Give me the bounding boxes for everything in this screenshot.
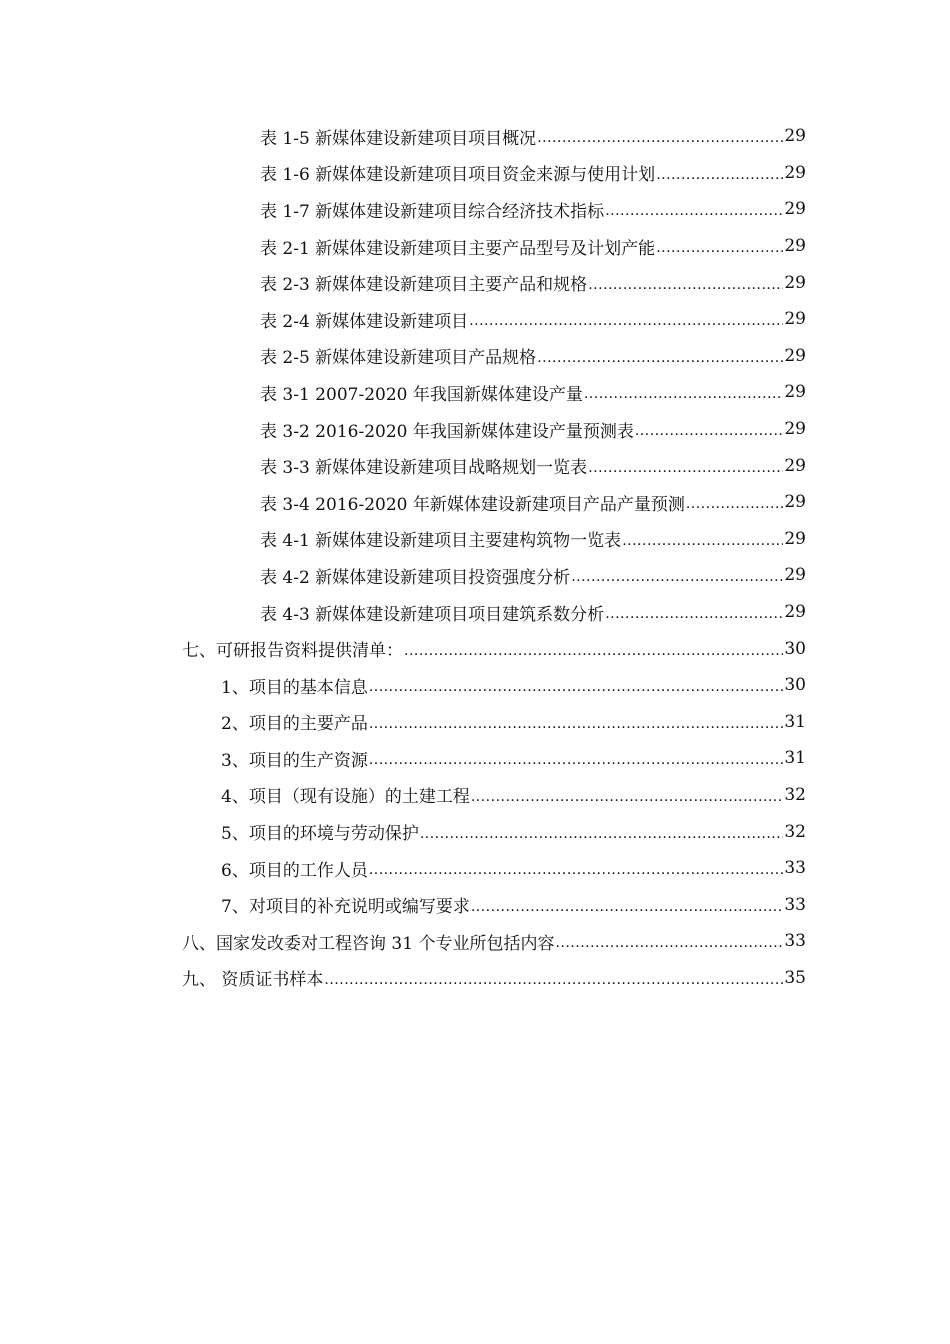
toc-entry-page: 30 [784,675,806,696]
toc-entry-label: 表 2-1 新媒体建设新建项目主要产品型号及计划产能 [260,238,656,259]
toc-leader-dots [471,897,784,917]
toc-entry[interactable] [0,338,950,375]
toc-leader-dots [635,421,784,441]
toc-entry[interactable] [0,850,950,887]
toc-entry-label: 6、项目的工作人员 [221,860,368,881]
toc-entry[interactable] [0,301,950,338]
toc-entry-page: 29 [784,199,806,220]
toc-entry[interactable] [0,155,950,192]
toc-entry-label: 表 4-2 新媒体建设新建项目投资强度分析 [260,567,571,588]
toc-leader-dots [537,128,783,148]
toc-leader-dots [369,714,784,734]
toc-leader-dots [469,311,783,331]
toc-leader-dots [369,750,784,770]
toc-entry[interactable] [0,594,950,631]
toc-entry-label: 表 1-5 新媒体建设新建项目项目概况 [260,128,537,149]
toc-entry-label: 4、项目（现有设施）的土建工程 [221,787,470,808]
toc-entry-label: 表 3-3 新媒体建设新建项目战略规划一览表 [260,458,588,479]
toc-leader-dots [588,275,783,295]
toc-entry[interactable] [0,447,950,484]
toc-leader-dots [404,641,783,661]
toc-entry-label: 表 4-1 新媒体建设新建项目主要建构筑物一览表 [260,531,622,552]
toc-entry-page: 33 [784,931,806,952]
toc-entry[interactable] [0,557,950,594]
toc-entry-page: 29 [784,126,806,147]
toc-entry[interactable] [0,411,950,448]
toc-entry-page: 29 [784,272,806,293]
toc-entry[interactable] [0,374,950,411]
toc-entry-page: 29 [784,492,806,513]
toc-entry[interactable] [0,484,950,521]
toc-entry-label: 九、 资质证书样本 [182,970,324,991]
toc-entry[interactable] [0,667,950,704]
toc-entry-label: 2、项目的主要产品 [221,714,368,735]
toc-entry-label: 表 3-2 2016-2020 年我国新媒体建设产量预测表 [260,421,634,442]
toc-entry[interactable] [0,740,950,777]
toc-leader-dots [686,494,784,514]
toc-entry[interactable] [0,191,950,228]
toc-entry-label: 表 3-4 2016-2020 年新媒体建设新建项目产品产量预测 [260,494,685,515]
toc-entry[interactable] [0,813,950,850]
toc-entry[interactable] [0,228,950,265]
toc-leader-dots [555,933,783,953]
toc-entry[interactable] [0,264,950,301]
toc-entry-label: 七、可研报告资料提供清单： [182,641,403,662]
toc-leader-dots [605,604,783,624]
toc-leader-dots [622,531,783,551]
toc-entry-page: 33 [784,894,806,915]
toc-entry-page: 31 [784,748,806,769]
toc-entry-label: 表 4-3 新媒体建设新建项目项目建筑系数分析 [260,604,605,625]
toc-entry-label: 1、项目的基本信息 [221,677,368,698]
toc-entry-label: 表 1-6 新媒体建设新建项目项目资金来源与使用计划 [260,165,656,186]
toc-entry-page: 29 [784,602,806,623]
toc-entry-page: 31 [784,711,806,732]
toc-leader-dots [588,458,783,478]
toc-entry-page: 30 [784,638,806,659]
toc-leader-dots [369,860,784,880]
toc-entry[interactable] [0,923,950,960]
table-of-contents [0,118,950,996]
toc-entry[interactable] [0,118,950,155]
toc-entry-page: 29 [784,309,806,330]
toc-entry[interactable] [0,704,950,741]
toc-leader-dots [324,970,783,990]
toc-entry-label: 八、国家发改委对工程咨询 31 个专业所包括内容 [182,933,555,954]
toc-entry-page: 29 [784,565,806,586]
toc-entry-label: 表 2-5 新媒体建设新建项目产品规格 [260,348,537,369]
toc-entry-page: 29 [784,162,806,183]
toc-entry[interactable] [0,886,950,923]
toc-entry-label: 表 2-3 新媒体建设新建项目主要产品和规格 [260,275,588,296]
toc-leader-dots [369,677,784,697]
toc-entry-label: 3、项目的生产资源 [221,750,368,771]
toc-entry-page: 29 [784,382,806,403]
toc-entry-page: 33 [784,858,806,879]
toc-entry-page: 32 [784,784,806,805]
toc-entry-label: 表 3-1 2007-2020 年我国新媒体建设产量 [260,384,583,405]
toc-entry-label: 7、对项目的补充说明或编写要求 [221,897,470,918]
toc-entry-page: 29 [784,345,806,366]
toc-leader-dots [571,567,783,587]
toc-leader-dots [605,201,783,221]
toc-entry-page: 29 [784,419,806,440]
toc-entry-page: 29 [784,528,806,549]
toc-leader-dots [420,824,784,844]
toc-entry-page: 29 [784,455,806,476]
toc-leader-dots [537,348,783,368]
toc-entry[interactable] [0,777,950,814]
toc-entry-page: 32 [784,821,806,842]
toc-leader-dots [656,165,783,185]
toc-entry-label: 表 1-7 新媒体建设新建项目综合经济技术指标 [260,201,605,222]
toc-entry-page: 35 [784,967,806,988]
toc-leader-dots [656,238,783,258]
toc-entry[interactable] [0,521,950,558]
toc-entry-label: 5、项目的环境与劳动保护 [221,824,419,845]
toc-leader-dots [471,787,784,807]
toc-entry-page: 29 [784,236,806,257]
toc-entry[interactable] [0,960,950,997]
toc-entry[interactable] [0,630,950,667]
toc-entry-label: 表 2-4 新媒体建设新建项目 [260,311,469,332]
toc-leader-dots [584,384,784,404]
